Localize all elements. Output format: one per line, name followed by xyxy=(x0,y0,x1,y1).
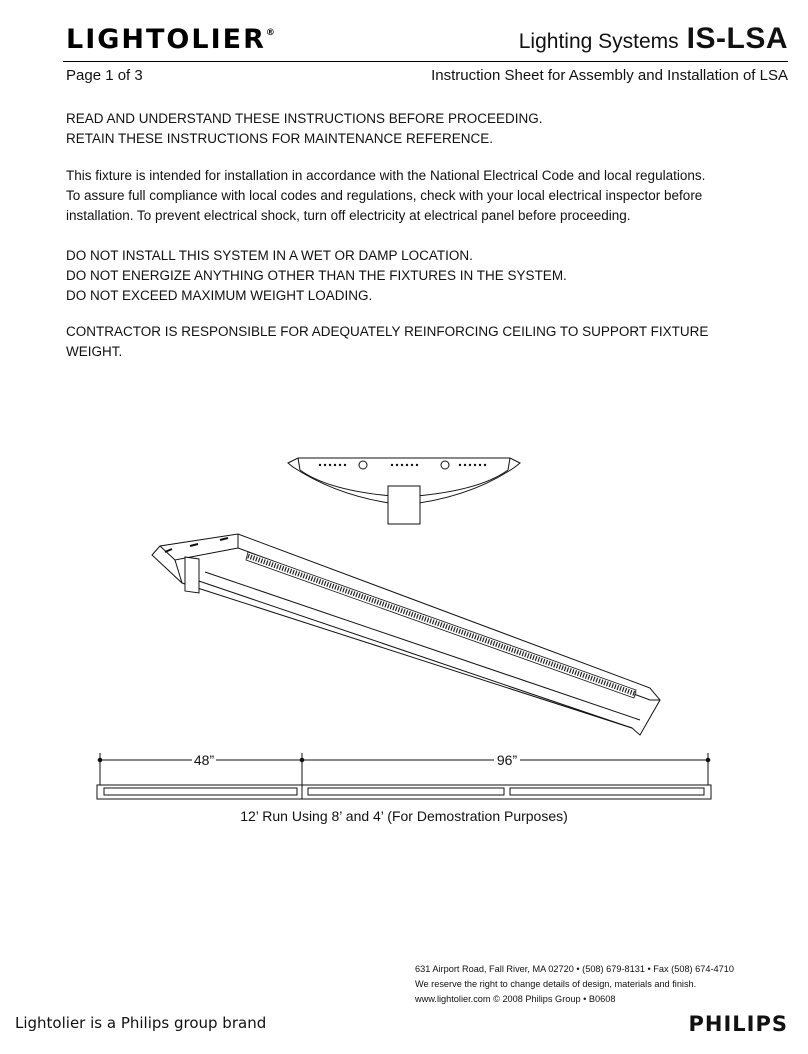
dimension-48-label: 48” xyxy=(193,752,215,768)
sheet-title: Instruction Sheet for Assembly and Installation of LSA xyxy=(431,67,788,84)
warning-line: READ AND UNDERSTAND THESE INSTRUCTIONS BEFORE PROCEEDING. xyxy=(66,111,543,126)
caution-line: DO NOT INSTALL THIS SYSTEM IN A WET OR DAMP LOCATION. xyxy=(66,248,473,263)
brand-statement: Lightolier is a Philips group brand xyxy=(15,1014,267,1032)
contact-line: www.lightolier.com © 2008 Philips Group • B0608 xyxy=(415,994,616,1004)
fixture-run xyxy=(97,785,711,799)
intro-line: This fixture is intended for installation in accordance with the National Electrical Code and local regulations. xyxy=(66,168,706,183)
caution-line: DO NOT EXCEED MAXIMUM WEIGHT LOADING. xyxy=(66,288,373,303)
dimension-line xyxy=(98,753,710,790)
end-cap-illustration xyxy=(288,458,520,524)
warning-line: RETAIN THESE INSTRUCTIONS FOR MAINTENANCE REFERENCE. xyxy=(66,131,494,146)
contact-line: We reserve the right to change details of design, materials and finish. xyxy=(415,979,697,989)
product-code: IS-LSA xyxy=(686,22,788,55)
diagram-caption: 12’ Run Using 8’ and 4’ (For Demostration Purposes) xyxy=(240,808,568,824)
product-family: Lighting Systems xyxy=(518,30,679,53)
contact-block xyxy=(415,962,734,1007)
lightolier-logo: LIGHTOLIER® xyxy=(66,24,275,55)
dimension-96-label: 96” xyxy=(496,752,518,768)
contact-line: 631 Airport Road, Fall River, MA 02720 • (508) 679-8131 • Fax (508) 674-4710 xyxy=(415,964,734,974)
page-number: Page 1 of 3 xyxy=(66,67,143,84)
caution-line: DO NOT ENERGIZE ANYTHING OTHER THAN THE FIXTURES IN THE SYSTEM. xyxy=(66,268,567,283)
intro-line: installation. To prevent electrical shock, turn off electricity at electrical panel before proceeding. xyxy=(66,208,631,223)
contractor-note: CONTRACTOR IS RESPONSIBLE FOR ADEQUATELY REINFORCING CEILING TO SUPPORT FIXTURE WEIGHT. xyxy=(66,324,709,359)
linear-fixture-illustration xyxy=(152,534,660,735)
philips-logo: PHILIPS xyxy=(688,1012,788,1036)
intro-line: To assure full compliance with local codes and regulations, check with your local electrical inspector before xyxy=(66,188,703,203)
